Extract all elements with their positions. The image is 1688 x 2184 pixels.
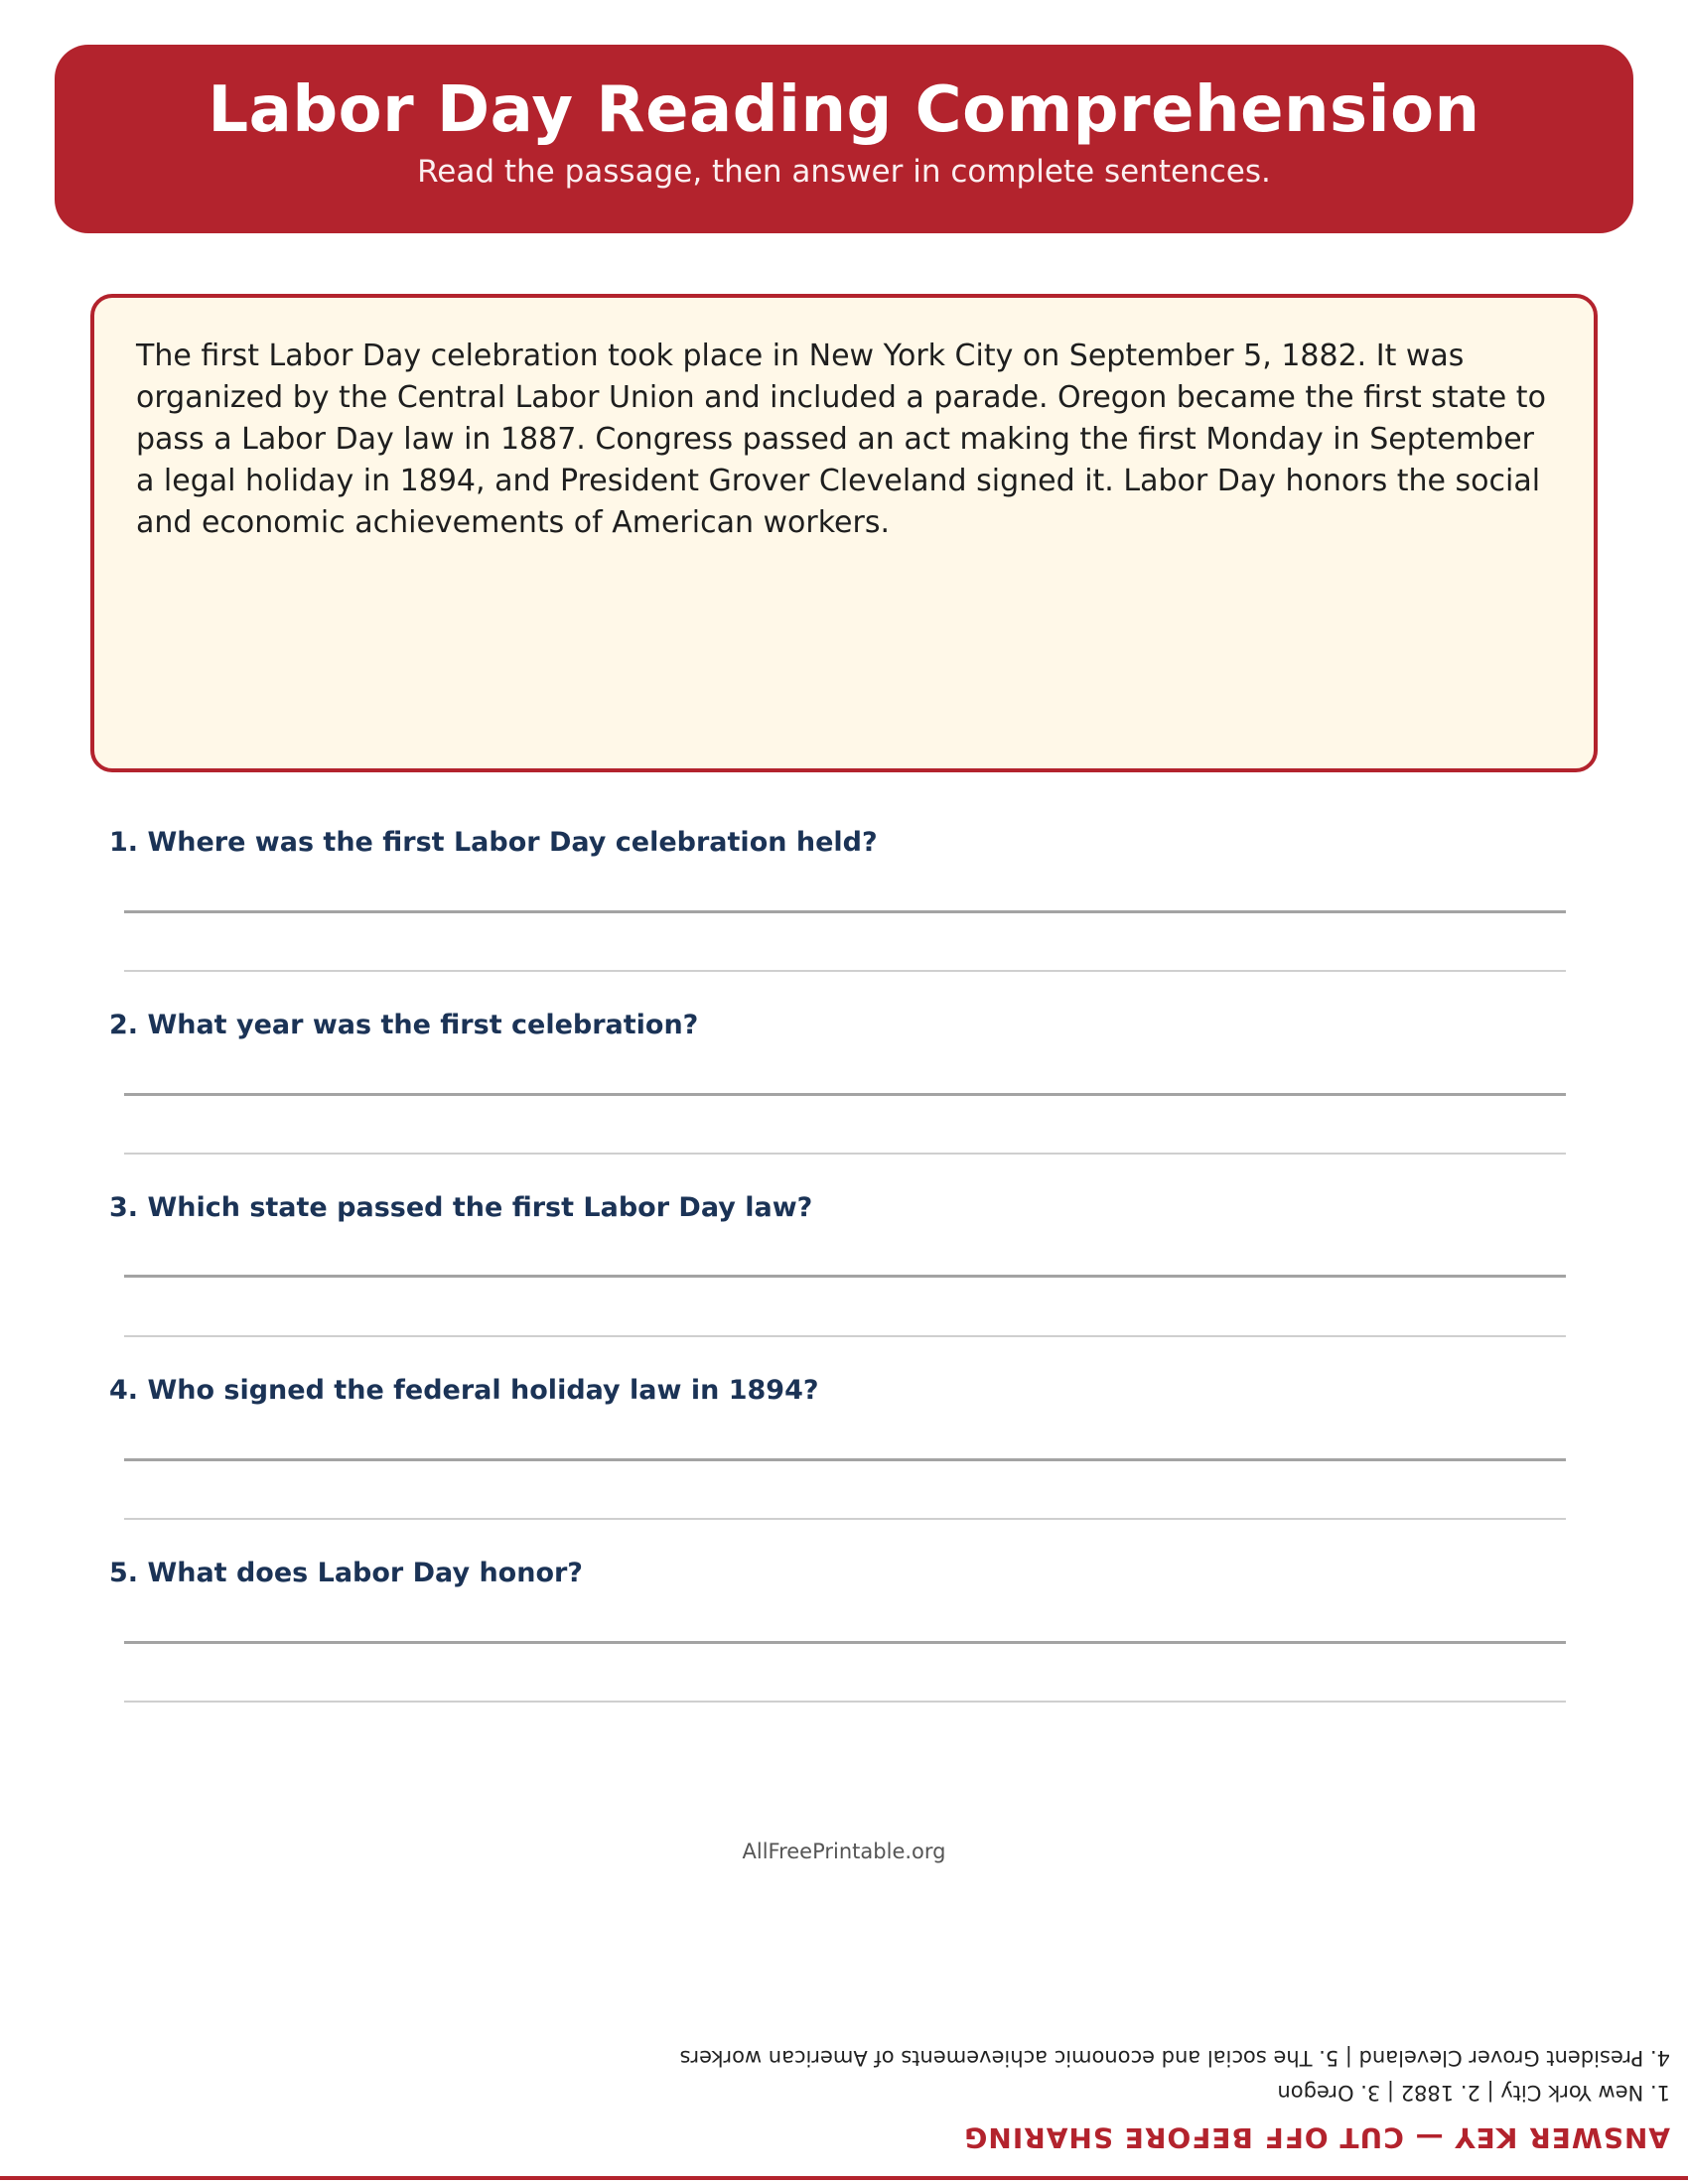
- question-3: 3. Which state passed the first Labor Day law?: [109, 1192, 813, 1223]
- title-banner: [55, 45, 1633, 233]
- answer-line-2a[interactable]: [124, 1093, 1566, 1096]
- answer-line-3a[interactable]: [124, 1275, 1566, 1278]
- page-title: Labor Day Reading Comprehension: [208, 73, 1480, 147]
- answer-line-2b[interactable]: [124, 1153, 1566, 1155]
- question-5: 5. What does Labor Day honor?: [109, 1558, 583, 1588]
- reading-passage-text: The first Labor Day celebration took place in New York City on September 5, 1882. It was organized by the Central Labor Union and included a parade. Oregon became the first state to pass a Labor Day law in 1887. Congress passed an act making the first Monday in September a legal holiday in 1894, and President Grover Cleveland signed it. Labor Day honors the social and economic achievements of American workers.: [136, 339, 1546, 540]
- page-subtitle: Read the passage, then answer in complete sentences.: [417, 154, 1271, 190]
- answer-line-1b[interactable]: [124, 970, 1566, 972]
- answer-key-line-1: 1. New York City | 2. 1882 | 3. Oregon: [1277, 2081, 1670, 2105]
- answer-line-4a[interactable]: [124, 1458, 1566, 1461]
- question-1: 1. Where was the first Labor Day celebration held?: [109, 827, 878, 858]
- question-2: 2. What year was the first celebration?: [109, 1010, 699, 1040]
- answer-line-3b[interactable]: [124, 1335, 1566, 1337]
- question-4: 4. Who signed the federal holiday law in 1894?: [109, 1375, 819, 1406]
- answer-key-upside-down: [0, 2035, 1688, 2154]
- answer-line-1a[interactable]: [124, 910, 1566, 913]
- footer-site-name: AllFreePrintable.org: [742, 1840, 946, 1863]
- answer-line-5b[interactable]: [124, 1701, 1566, 1703]
- reading-passage-box: [90, 294, 1598, 772]
- answer-key-line-2: 4. President Grover Cleveland | 5. The social and economic achievements of American workers: [679, 2046, 1670, 2070]
- answer-line-4b[interactable]: [124, 1518, 1566, 1520]
- answer-line-5a[interactable]: [124, 1641, 1566, 1644]
- cut-line: [0, 2176, 1688, 2180]
- answer-key-title: ANSWER KEY — CUT OFF BEFORE SHARING: [963, 2121, 1670, 2154]
